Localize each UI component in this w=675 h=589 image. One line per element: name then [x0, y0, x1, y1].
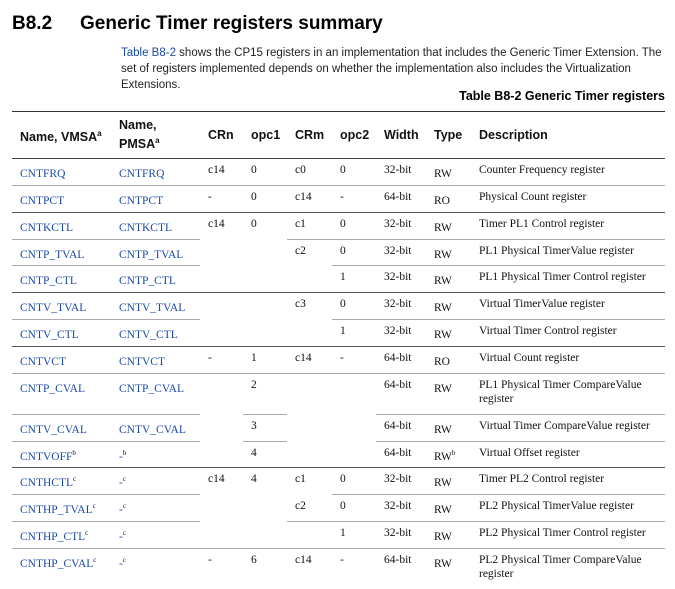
cell-type: RW	[426, 320, 471, 347]
cell-opc2	[332, 414, 376, 441]
table-body	[12, 159, 665, 589]
cell-opc1: 0	[243, 185, 287, 212]
cell-crm: c14	[287, 346, 332, 373]
generic-timer-registers-table	[12, 112, 665, 589]
cell-name-vmsa: CNTVCT	[12, 346, 111, 373]
section-number: B8.2	[12, 13, 53, 34]
footnote-marker: c	[85, 529, 89, 538]
table-row	[12, 185, 665, 212]
cell-opc2: -	[332, 185, 376, 212]
footnote-marker: c	[122, 529, 126, 538]
cell-name-pmsa: CNTPCT	[111, 185, 200, 212]
cell-type: RW	[426, 212, 471, 239]
table-row	[12, 212, 665, 239]
cell-opc1: 4	[251, 473, 257, 486]
cell-description: PL1 Physical Timer Control register	[471, 266, 665, 293]
table-row	[12, 441, 665, 468]
table-row	[12, 346, 665, 373]
footnote-marker: a	[155, 136, 160, 145]
table-row	[12, 266, 665, 293]
cell-crn	[200, 239, 243, 266]
cell-description: PL1 Physical TimerValue register	[471, 239, 665, 266]
cell-opc2: 0	[332, 495, 376, 522]
header-crm: CRm	[295, 127, 325, 142]
cell-width: 64-bit	[376, 373, 426, 414]
cell-name-pmsa: CNTP_TVAL	[111, 239, 200, 266]
header-name-pmsa: Name, PMSA$^a$	[119, 118, 160, 152]
cell-name-pmsa: CNTP_CVAL	[111, 373, 200, 414]
table-row	[12, 468, 665, 495]
cell-name-pmsa: CNTV_CTL	[111, 320, 200, 347]
cell-name-vmsa: CNTHP_CTL$^c$	[12, 522, 111, 549]
cell-opc1	[243, 495, 287, 522]
cell-name-vmsa: CNTHP_TVAL$^c$	[12, 495, 111, 522]
cell-width: 32-bit	[376, 239, 426, 266]
cell-type: RW	[426, 266, 471, 293]
cell-crm: c3	[295, 298, 306, 311]
cell-opc2: -	[340, 553, 344, 566]
cell-name-vmsa: CNTHCTL$^c$	[12, 468, 111, 495]
cell-crn: -	[200, 346, 243, 373]
table-row	[12, 522, 665, 549]
cell-description: Physical Count register	[471, 185, 665, 212]
cell-opc2: 1	[332, 266, 376, 293]
cell-opc2: 0	[332, 293, 376, 320]
cell-opc1	[243, 239, 287, 266]
cell-opc1: 0	[243, 159, 287, 186]
intro-paragraph	[121, 45, 666, 93]
cell-crn	[200, 522, 243, 549]
cell-type: RO	[426, 346, 471, 373]
cell-crn	[200, 414, 243, 441]
header-name-vmsa: Name, VMSA$^a$	[20, 128, 102, 144]
cell-crm	[287, 522, 332, 549]
cell-description: Timer PL2 Control register	[471, 468, 665, 495]
header-opc1: opc1	[251, 127, 281, 142]
header-type: Type	[434, 127, 463, 142]
cell-width: 32-bit	[376, 159, 426, 186]
table-row	[12, 414, 665, 441]
header-crn: CRn	[208, 127, 234, 142]
footnote-marker: b	[122, 448, 127, 457]
cell-width: 32-bit	[376, 495, 426, 522]
cell-opc2: 0	[332, 159, 376, 186]
header-description: Description	[479, 127, 548, 142]
table-header-row	[12, 112, 665, 159]
cell-type: RW	[426, 468, 471, 495]
cell-crm: c1	[295, 473, 306, 486]
footnote-marker: c	[122, 475, 126, 484]
cell-crm	[287, 373, 332, 414]
cell-type: RO	[426, 185, 471, 212]
intro-text: shows the CP15 registers in an implementation that includes the Generic Timer Extension. The set of registers implemented depends on whether the implementation also includes the Virtualization Extensions.	[121, 47, 662, 91]
cell-crn: -	[208, 553, 212, 566]
cell-name-vmsa: CNTVOFF$^b$	[12, 441, 111, 468]
cell-crn: c14	[208, 217, 225, 230]
cell-crm: c14	[287, 185, 332, 212]
cell-opc2: 0	[332, 468, 376, 495]
cell-crn	[200, 495, 243, 522]
cell-width: 64-bit	[376, 441, 426, 468]
cell-description: PL2 Physical TimerValue register	[471, 495, 665, 522]
footnote-marker: b	[451, 448, 456, 457]
cell-width: 32-bit	[376, 293, 426, 320]
cell-name-vmsa: CNTPCT	[12, 185, 111, 212]
cell-opc1: 1	[243, 346, 287, 373]
cell-crn	[200, 266, 243, 293]
cell-crm: c1	[287, 212, 332, 239]
cell-crn: c14	[208, 473, 225, 486]
cell-type: RW	[426, 495, 471, 522]
cell-opc1	[243, 266, 287, 293]
header-width: Width	[384, 127, 419, 142]
cell-name-pmsa: -$^c$	[119, 555, 126, 570]
cell-width: 64-bit	[376, 185, 426, 212]
cell-name-vmsa: CNTV_CVAL	[12, 414, 111, 441]
cell-opc1: 3	[243, 414, 287, 441]
cell-crm: c2	[295, 244, 306, 257]
cell-name-pmsa: CNTKCTL	[111, 212, 200, 239]
table-row	[12, 239, 665, 266]
footnote-marker: a	[97, 128, 102, 138]
cell-opc2	[332, 441, 376, 468]
cell-opc1: 2	[243, 373, 287, 414]
footnote-marker: c	[73, 475, 77, 484]
cell-crm: c0	[287, 159, 332, 186]
cell-width: 32-bit	[376, 266, 426, 293]
cell-opc1	[243, 320, 287, 347]
cell-description: Timer PL1 Control register	[471, 212, 665, 239]
footnote-marker: c	[93, 555, 97, 564]
footnote-marker: c	[122, 502, 126, 511]
cell-opc2: 0	[332, 239, 376, 266]
cell-crn	[200, 320, 243, 347]
cell-opc2: 1	[332, 320, 376, 347]
cell-type: RW	[426, 414, 471, 441]
cell-opc1: 0	[251, 217, 257, 230]
cell-opc2: 1	[332, 522, 376, 549]
cell-opc2	[332, 373, 376, 414]
cell-description: Counter Frequency register	[471, 159, 665, 186]
table-row	[12, 293, 665, 320]
cell-width: 32-bit	[376, 212, 426, 239]
cell-width: 64-bit	[384, 553, 412, 566]
table-row	[12, 548, 665, 589]
cell-type: RW	[426, 373, 471, 414]
cell-description: Virtual Count register	[471, 346, 665, 373]
cell-name-pmsa: -$^b$	[111, 441, 200, 468]
cell-crm: c2	[287, 495, 332, 522]
cell-name-pmsa: -$^c$	[111, 495, 200, 522]
cell-opc1	[243, 293, 287, 320]
cell-description: Virtual Timer Control register	[471, 320, 665, 347]
cell-name-pmsa: CNTV_CVAL	[111, 414, 200, 441]
cell-description: Virtual Timer CompareValue register	[471, 414, 665, 441]
cell-width: 32-bit	[376, 320, 426, 347]
cell-name-pmsa: CNTFRQ	[111, 159, 200, 186]
table-row	[12, 373, 665, 414]
footnote-marker: c	[92, 502, 96, 511]
cell-description: PL1 Physical Timer CompareValue register	[471, 373, 665, 414]
cell-crn	[200, 373, 243, 414]
cell-opc1: 4	[243, 441, 287, 468]
cell-type: RW	[426, 293, 471, 320]
cell-opc1	[243, 522, 287, 549]
table-row	[12, 159, 665, 186]
cell-name-vmsa: CNTP_CVAL	[12, 373, 111, 414]
cell-type: RW	[426, 239, 471, 266]
cell-width: 32-bit	[376, 468, 426, 495]
cell-description: PL2 Physical Timer CompareValue register	[479, 553, 642, 580]
section-title: Generic Timer registers summary	[80, 13, 383, 34]
footnote-marker: c	[122, 555, 126, 564]
cell-crm	[287, 266, 332, 293]
section-heading	[12, 13, 383, 35]
cell-type: RW	[434, 557, 452, 570]
footnote-marker: b	[72, 448, 76, 457]
table-row	[12, 320, 665, 347]
cell-crn	[200, 293, 243, 320]
cell-crm: c14	[295, 553, 312, 566]
cell-name-pmsa: -$^c$	[111, 468, 200, 495]
cell-crm	[287, 414, 332, 441]
cell-opc2: 0	[332, 212, 376, 239]
cell-name-pmsa: CNTP_CTL	[111, 266, 200, 293]
cell-name-vmsa: CNTP_TVAL	[12, 239, 111, 266]
cell-name-vmsa: CNTP_CTL	[12, 266, 111, 293]
cell-type: RW	[426, 159, 471, 186]
cell-name-pmsa: -$^c$	[111, 522, 200, 549]
table-caption: Table B8-2 Generic Timer registers	[459, 89, 665, 103]
cell-width: 32-bit	[376, 522, 426, 549]
cell-name-vmsa: CNTKCTL	[12, 212, 111, 239]
cell-type: RW	[426, 522, 471, 549]
cell-crn: -	[200, 185, 243, 212]
header-opc2: opc2	[340, 127, 370, 142]
cell-description: Virtual TimerValue register	[471, 293, 665, 320]
cell-crm	[287, 441, 332, 468]
table-row	[12, 495, 665, 522]
cell-width: 64-bit	[376, 346, 426, 373]
cell-name-pmsa: CNTV_TVAL	[111, 293, 200, 320]
table-reference-link[interactable]: Table B8-2	[121, 47, 176, 59]
cell-name-pmsa: CNTVCT	[111, 346, 200, 373]
cell-description: Virtual Offset register	[471, 441, 665, 468]
cell-name-vmsa: CNTV_TVAL	[12, 293, 111, 320]
cell-name-vmsa: CNTFRQ	[12, 159, 111, 186]
cell-type: $RW^b$	[426, 441, 471, 468]
cell-crm	[287, 320, 332, 347]
cell-crn	[200, 441, 243, 468]
cell-opc2: -	[332, 346, 376, 373]
cell-opc1: 6	[251, 553, 257, 566]
cell-description: PL2 Physical Timer Control register	[471, 522, 665, 549]
cell-name-vmsa: CNTHP_CVAL$^c$	[20, 555, 97, 570]
cell-name-vmsa: CNTV_CTL	[12, 320, 111, 347]
cell-crn: c14	[200, 159, 243, 186]
cell-width: 64-bit	[376, 414, 426, 441]
